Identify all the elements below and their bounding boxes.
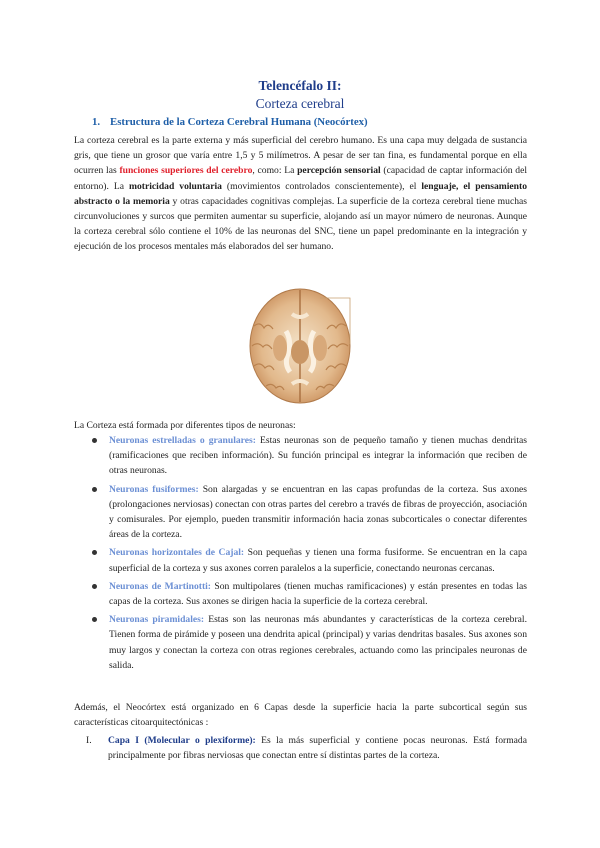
- layer-item: [86, 733, 527, 763]
- brain-horizontal-section-icon: [246, 286, 354, 404]
- neuron-term: Neuronas piramidales:: [109, 614, 205, 626]
- layer-text: [108, 733, 527, 763]
- layers-intro-paragraph: Además, el Neocórtex está organizado en 6 Capas desde la superficie hacia la parte subcortical según sus características citoarquitectónicas :: [74, 702, 527, 729]
- intro-highlight: funciones superiores del cerebro: [119, 165, 253, 177]
- intro-text-5: y otras capacidades cognitivas complejas. La superficie de la corteza cerebral tiene muchas circunvoluciones y surcos que permiten aumentar su superficie, alojando así un mayor número de neuronas. Aunque la corteza cerebral sólo contiene el 10% de las neuronas del SNC, tiene un papel predominante en la integración y ejecución de los procesos mentales más elaborados del ser humano.: [74, 195, 527, 253]
- neuron-term: Neuronas horizontales de Cajal:: [109, 547, 245, 559]
- list-item: [92, 545, 527, 575]
- neuron-types-list: [92, 433, 527, 676]
- list-item: [92, 482, 527, 543]
- list-item: [92, 433, 527, 479]
- page-subtitle: Corteza cerebral: [255, 96, 345, 111]
- neuron-list-intro: La Corteza está formada por diferentes tipos de neuronas:: [74, 420, 296, 431]
- layer-numeral: I.: [86, 735, 92, 746]
- section-number: 1.: [92, 116, 101, 128]
- intro-bold-2: motricidad voluntaria: [129, 180, 222, 192]
- section-heading-text: Estructura de la Corteza Cerebral Humana (Neocórtex): [110, 116, 368, 128]
- bullet-icon: [92, 617, 97, 622]
- layer-description: Es la más superficial y contiene pocas neuronas. Está formada principalmente por fibras nerviosas que conectan entre sí distintas partes de la corteza.: [108, 735, 527, 762]
- intro-bold-1: percepción sensorial: [297, 165, 381, 177]
- intro-bold-3: lenguaje, el pensamiento abstracto o la memoria: [74, 180, 528, 207]
- neuron-term: Neuronas de Martinotti:: [109, 580, 212, 592]
- intro-text-4: (movimientos controlados conscientemente), el: [221, 180, 422, 192]
- intro-paragraph: [74, 133, 527, 255]
- bullet-icon: [92, 438, 97, 443]
- neuron-description: Son multipolares (tienen muchas ramificaciones) y están presentes en todas las capas de la corteza. Sus axones se dirigen hacia la superficie de la corteza cerebral.: [109, 580, 528, 608]
- intro-text-1: La corteza cerebral es la parte externa y más superficial del cerebro humano. Es una capa muy delgada de sustancia gris, que tiene un grosor que varía entre 1,5 y 5 milímetros. A pesar de ser tan fina, es fundamental porque en ella ocurren las: [74, 135, 527, 177]
- neuron-term: Neuronas fusiformes:: [109, 483, 199, 495]
- list-item: [92, 579, 527, 609]
- neuron-description: Son alargadas y se encuentran en las capas profundas de la corteza. Sus axones (prolongaciones nerviosas) conectan con otras partes del cerebro a través de fibras de proyección, asociación y comisurales. Por ejemplo, pueden transmitir información hacia zonas subcorticales o conectar diferentes áreas de la corteza.: [109, 483, 527, 541]
- layer-term: Capa I (Molecular o plexiforme):: [108, 735, 256, 746]
- neuron-description: Estas neuronas son de pequeño tamaño y tienen muchas dendritas (ramificaciones que reciben información). Su función principal es integrar la información que reciben de otras neuronas.: [109, 435, 527, 477]
- list-item: [92, 612, 527, 673]
- section-heading: [92, 116, 368, 128]
- page-title: Telencéfalo II:: [258, 78, 342, 93]
- bullet-icon: [92, 584, 97, 589]
- intro-text-3: (capacidad de captar información del entorno). La: [74, 165, 527, 192]
- bullet-icon: [92, 550, 97, 555]
- neuron-term: Neuronas estrelladas o granulares:: [109, 435, 256, 446]
- bullet-icon: [92, 487, 97, 492]
- intro-text-2: , como: La: [252, 165, 298, 177]
- neuron-description: Estas son las neuronas más abundantes y características de la corteza cerebral. Tienen forma de pirámide y poseen una dendrita apical (principal) y varias dendritas basales. Sus axones son muy largos y conectan la corteza con otras regiones cerebrales, actuando como las principales neuronas de salida.: [109, 614, 527, 671]
- neuron-description: Son pequeñas y tienen una forma fusiforme. Se encuentran en la capa superficial de la corteza y sus axones corren paralelos a la superficie, conectando neuronas cercanas.: [109, 547, 527, 574]
